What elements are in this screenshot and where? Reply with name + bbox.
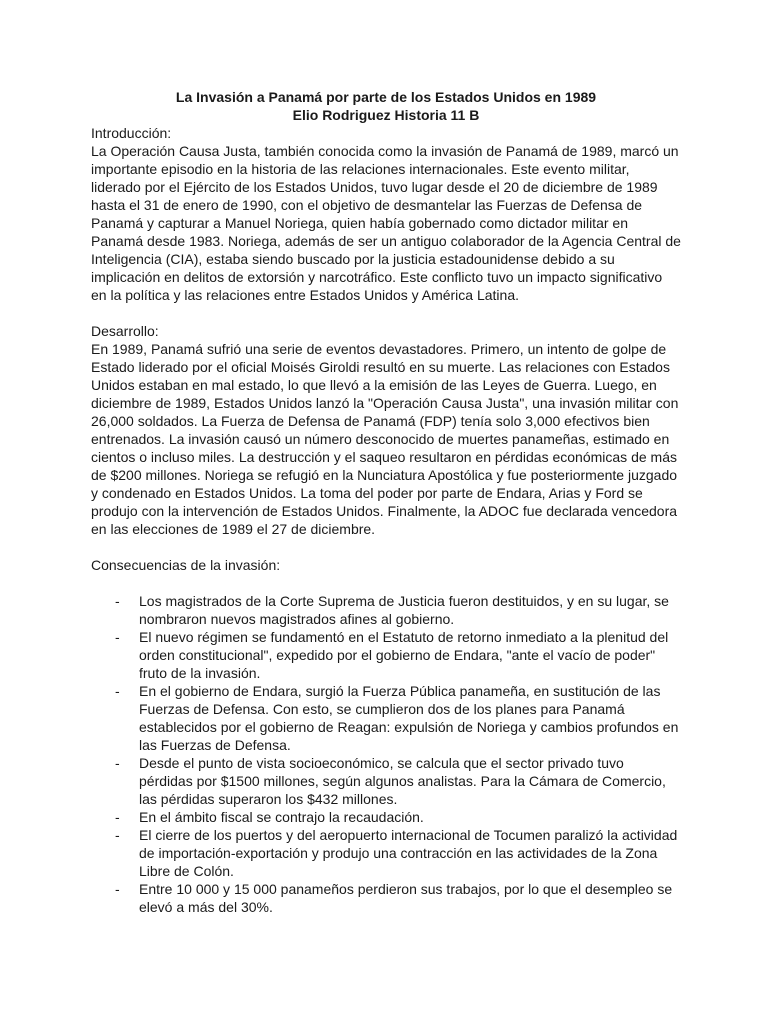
bullet-marker: - [115, 881, 120, 897]
document-body [91, 88, 681, 916]
list-item-text: En el ámbito fiscal se contrajo la recaudación. [139, 809, 424, 825]
development-paragraph: En 1989, Panamá sufrió una serie de eventos devastadores. Primero, un intento de golpe de Estado liderado por el oficial Moisés Giroldi resultó en su muerte. Las relaciones con Estados Unidos estaban en mal estado, lo que llevó a la emisión de las Leyes de Guerra. Luego, en diciembre de 1989, Estados Unidos lanzó la "Operación Causa Justa", una invasión militar con 26,000 soldados. La Fuerza de Defensa de Panamá (FDP) tenía solo 3,000 efectivos bien entrenados. La invasión causó un número desconocido de muertes panameñas, estimado en cientos o incluso miles. La destrucción y el saqueo resultaron en pérdidas económicas de más de $200 millones. Noriega se refugió en la Nunciatura Apostólica y fue posteriormente juzgado y condenado en Estados Unidos. La toma del poder por parte de Endara, Arias y Ford se produjo con la intervención de Estados Unidos. Finalmente, la ADOC fue declarada vencedora en las elecciones de 1989 el 27 de diciembre. [91, 341, 679, 537]
list-item-text: Entre 10 000 y 15 000 panameños perdieron sus trabajos, por lo que el desempleo se elevó a más del 30%. [139, 881, 673, 915]
bullet-marker: - [115, 593, 120, 609]
intro-heading: Introducción: [91, 125, 172, 141]
bullet-marker: - [115, 683, 120, 699]
paragraph-spacer [91, 304, 681, 322]
document-title: La Invasión a Panamá por parte de los Estados Unidos en 1989 [175, 89, 597, 105]
bullet-marker: - [115, 809, 120, 825]
consequences-list [91, 592, 681, 916]
list-item-text: Desde el punto de vista socioeconómico, se calcula que el sector privado tuvo pérdidas por $1500 millones, según algunos analistas. Para la Cámara de Comercio, las pérdidas superaron los $432 millones. [139, 755, 666, 807]
list-item [91, 754, 681, 808]
list-item [91, 682, 681, 754]
bullet-marker: - [115, 629, 120, 645]
list-item [91, 826, 681, 880]
bullet-marker: - [115, 755, 120, 771]
list-item [91, 808, 681, 826]
list-item [91, 880, 681, 916]
consequences-heading: Consecuencias de la invasión: [91, 557, 281, 573]
list-item [91, 628, 681, 682]
list-item [91, 592, 681, 628]
development-heading: Desarrollo: [91, 323, 159, 339]
list-item-text: El nuevo régimen se fundamentó en el Estatuto de retorno inmediato a la plenitud del orden constitucional", expedido por el gobierno de Endara, "ante el vacío de poder" fruto de la invasión. [139, 629, 669, 681]
document-author-line: Elio Rodriguez Historia 11 B [292, 107, 480, 123]
paragraph-spacer [91, 538, 681, 556]
bullet-marker: - [115, 827, 120, 843]
intro-paragraph: La Operación Causa Justa, también conocida como la invasión de Panamá de 1989, marcó un importante episodio en la historia de las relaciones internacionales. Este evento militar, liderado por el Ejército de los Estados Unidos, tuvo lugar desde el 20 de diciembre de 1989 hasta el 31 de enero de 1990, con el objetivo de desmantelar las Fuerzas de Defensa de Panamá y capturar a Manuel Noriega, quien había gobernado como dictador militar en Panamá desde 1983. Noriega, además de ser un antiguo colaborador de la Agencia Central de Inteligencia (CIA), estaba siendo buscado por la justicia estadounidense debido a su implicación en delitos de extorsión y narcotráfico. Este conflicto tuvo un impacto significativo en la política y las relaciones entre Estados Unidos y América Latina. [91, 143, 681, 303]
list-item-text: En el gobierno de Endara, surgió la Fuerza Pública panameña, en sustitución de las Fuerzas de Defensa. Con esto, se cumplieron dos de los planes para Panamá establecidos por el gobierno de Reagan: expulsión de Noriega y cambios profundos en las Fuerzas de Defensa. [139, 683, 679, 753]
list-item-text: El cierre de los puertos y del aeropuerto internacional de Tocumen paralizó la actividad de importación-exportación y produjo una contracción en las actividades de la Zona Libre de Colón. [139, 827, 678, 879]
paragraph-spacer [91, 574, 681, 592]
list-item-text: Los magistrados de la Corte Suprema de Justicia fueron destituidos, y en su lugar, se nombraron nuevos magistrados afines al gobierno. [139, 593, 669, 627]
